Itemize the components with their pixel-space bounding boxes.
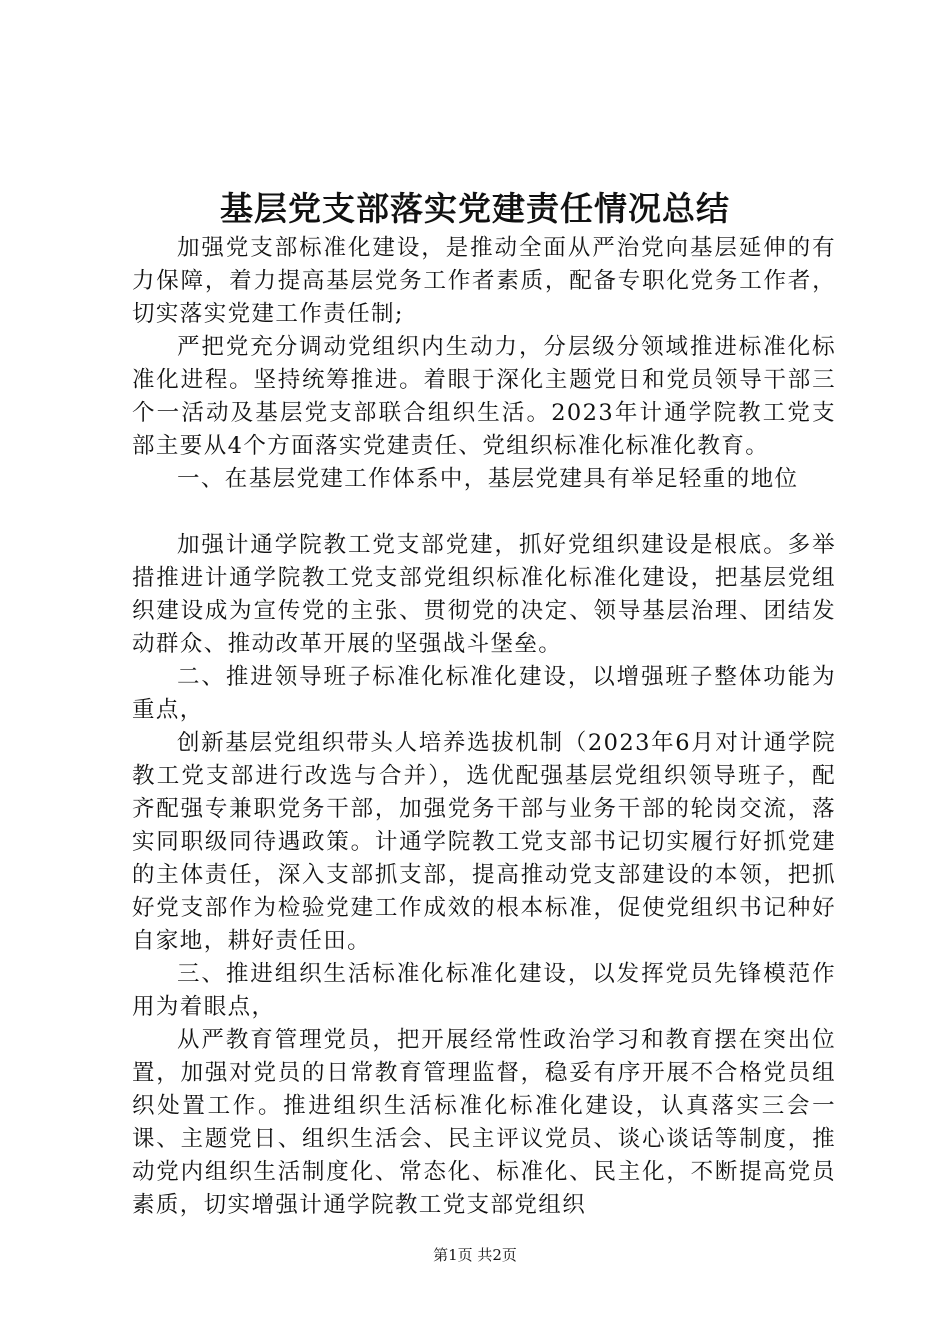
paragraph-section-2: 创新基层党组织带头人培养选拔机制（2023年6月对计通学院教工党支部进行改选与合并），选优配强基层党组织领导班子，配齐配强专兼职党务干部，加强党务干部与业务干部的轮岗交流，落实同职级同待遇政策。计通学院教工党支部书记切实履行好抓党建的主体责任，深入支部抓支部，提高推动党支部建设的本领，把抓好党支部作为检验党建工作成效的根本标准，促使党组织书记种好自家地，耕好责任田。	[132, 730, 836, 954]
paragraph-spacer	[132, 496, 836, 529]
section-heading-1: 一、在基层党建工作体系中，基层党建具有举足轻重的地位	[177, 466, 799, 492]
page-number-footer: 第1页 共2页	[433, 1246, 517, 1264]
document-title: 基层党支部落实党建责任情况总结	[220, 189, 730, 228]
paragraph-intro: 加强党支部标准化建设，是推动全面从严治党向基层延伸的有力保障，着力提高基层党务工作者素质，配备专职化党务工作者，切实落实党建工作责任制;	[132, 235, 836, 327]
section-heading-3: 三、推进组织生活标准化标准化建设，以发挥党员先锋模范作用为着眼点，	[132, 961, 836, 1020]
paragraph-section-1: 加强计通学院教工党支部党建，抓好党组织建设是根底。多举措推进计通学院教工党支部党组织标准化标准化建设，把基层党组织建设成为宣传党的主张、贯彻党的决定、领导基层治理、团结发动群众、推动改革开展的坚强战斗堡垒。	[132, 532, 836, 657]
paragraph-section-3: 从严教育管理党员，把开展经常性政治学习和教育摆在突出位置，加强对党员的日常教育管理监督，稳妥有序开展不合格党员组织处置工作。推进组织生活标准化标准化建设，认真落实三会一课、主题党日、组织生活会、民主评议党员、谈心谈话等制度，推动党内组织生活制度化、常态化、标准化、民主化，不断提高党员素质，切实增强计通学院教工党支部党组织	[132, 1027, 836, 1218]
document-body	[132, 232, 836, 1222]
section-heading-2: 二、推进领导班子标准化标准化建设，以增强班子整体功能为重点，	[132, 664, 836, 723]
paragraph-overview: 严把党充分调动党组织内生动力，分层级分领域推进标准化标准化进程。坚持统筹推进。着眼于深化主题党日和党员领导干部三个一活动及基层党支部联合组织生活。2023年计通学院教工党支部主要从4个方面落实党建责任、党组织标准化标准化教育。	[132, 334, 836, 459]
